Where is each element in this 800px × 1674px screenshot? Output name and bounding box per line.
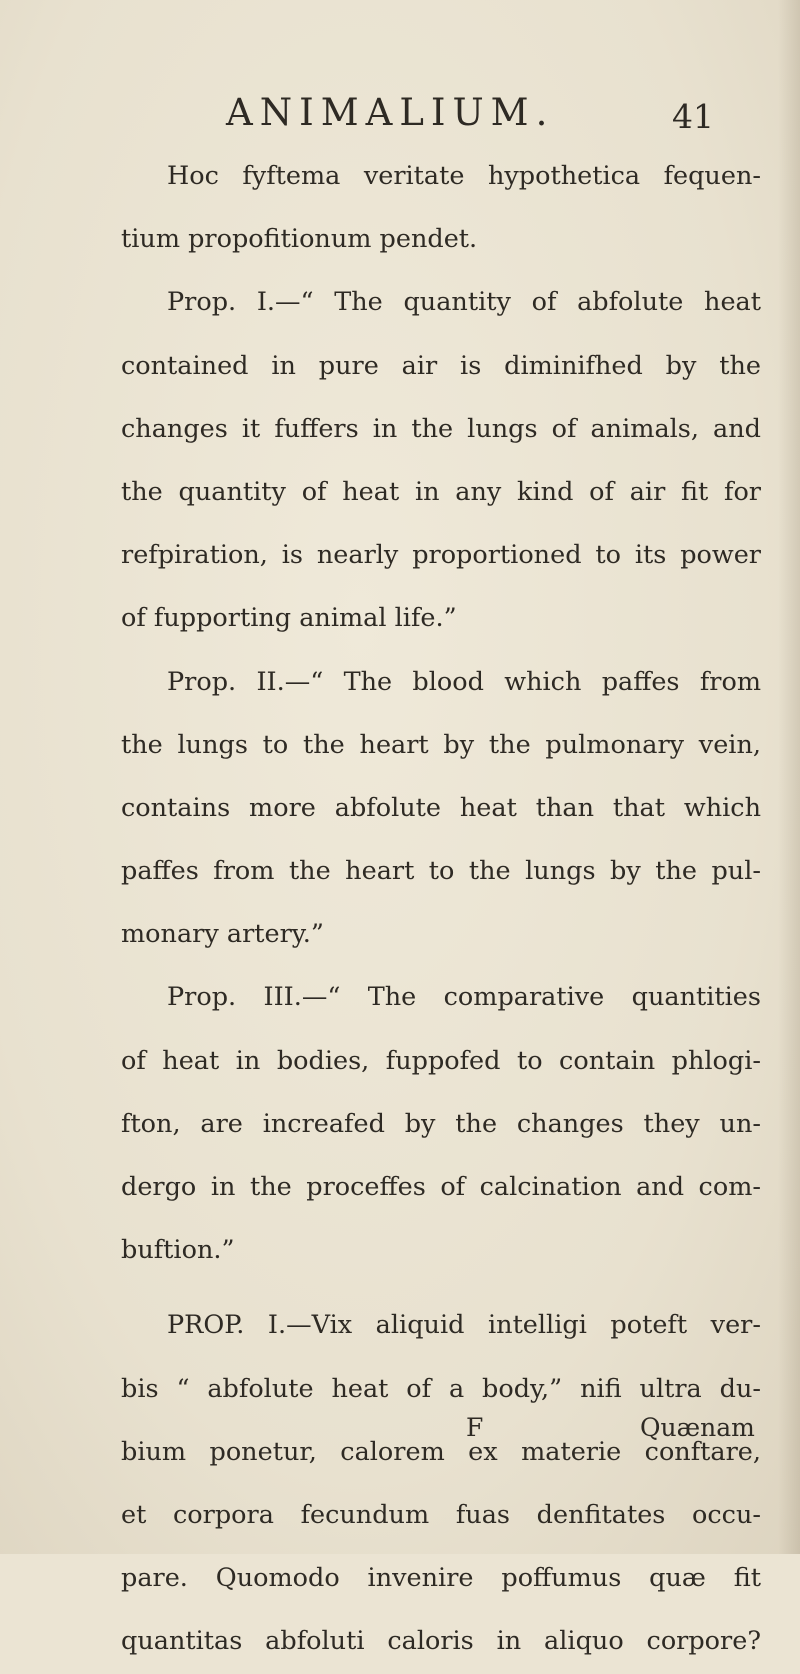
text-line: monary artery.” (121, 919, 324, 950)
text-line: contains more abfolute heat than that which (121, 792, 761, 823)
text-line: paffes from the heart to the lungs by the pul- (121, 856, 761, 887)
text-line: Prop. I.—“ The quantity of abfolute heat (167, 287, 761, 318)
text-line: changes it fuffers in the lungs of animals, and (121, 413, 761, 444)
running-title: ANIMALIUM. (226, 91, 555, 134)
text-line: fton, are increafed by the changes they un- (121, 1108, 761, 1139)
text-line: Hoc fyftema veritate hypothetica fequen- (167, 161, 761, 191)
text-line: refpiration, is nearly proportioned to its power (121, 540, 761, 571)
text-line: bis “ abfolute heat of a body,” nifi ultra du- (121, 1373, 761, 1404)
page-number: 41 (672, 97, 714, 136)
text-line: Prop. II.—“ The blood which paffes from (167, 666, 761, 697)
text-line: Prop. III.—“ The comparative quantities (167, 982, 761, 1013)
text-line: contained in pure air is diminifhed by the (121, 350, 761, 381)
page-footer (0, 1398, 800, 1458)
text-line: et corpora fecundum fuas denfitates occu- (121, 1499, 761, 1530)
text-line: quantitas abfoluti caloris in aliquo corpore? (121, 1626, 761, 1657)
text-line: dergo in the proceffes of calcination and com- (121, 1172, 761, 1202)
text-line: of fupporting animal life.” (121, 603, 457, 634)
text-line: bium ponetur, calorem ex materie conftare, (121, 1436, 761, 1467)
catchword: Quænam (640, 1413, 755, 1442)
page-header (0, 88, 800, 138)
section-gap (121, 1282, 761, 1294)
text-line: of heat in bodies, fuppofed to contain phlogi- (121, 1045, 761, 1076)
text-line: the lungs to the heart by the pulmonary vein, (121, 729, 761, 760)
text-line: pare. Quomodo invenire poffumus quæ fit (121, 1563, 761, 1594)
page-gutter-shadow (778, 0, 800, 1554)
text-line: tium propofitionum pendet. (121, 224, 478, 255)
text-line: buftion.” (121, 1235, 235, 1266)
text-line: PROP. I.—Vix aliquid intelligi poteft ver- (167, 1310, 761, 1341)
text-line: the quantity of heat in any kind of air fit for (121, 476, 761, 507)
signature-mark: F (466, 1413, 484, 1442)
